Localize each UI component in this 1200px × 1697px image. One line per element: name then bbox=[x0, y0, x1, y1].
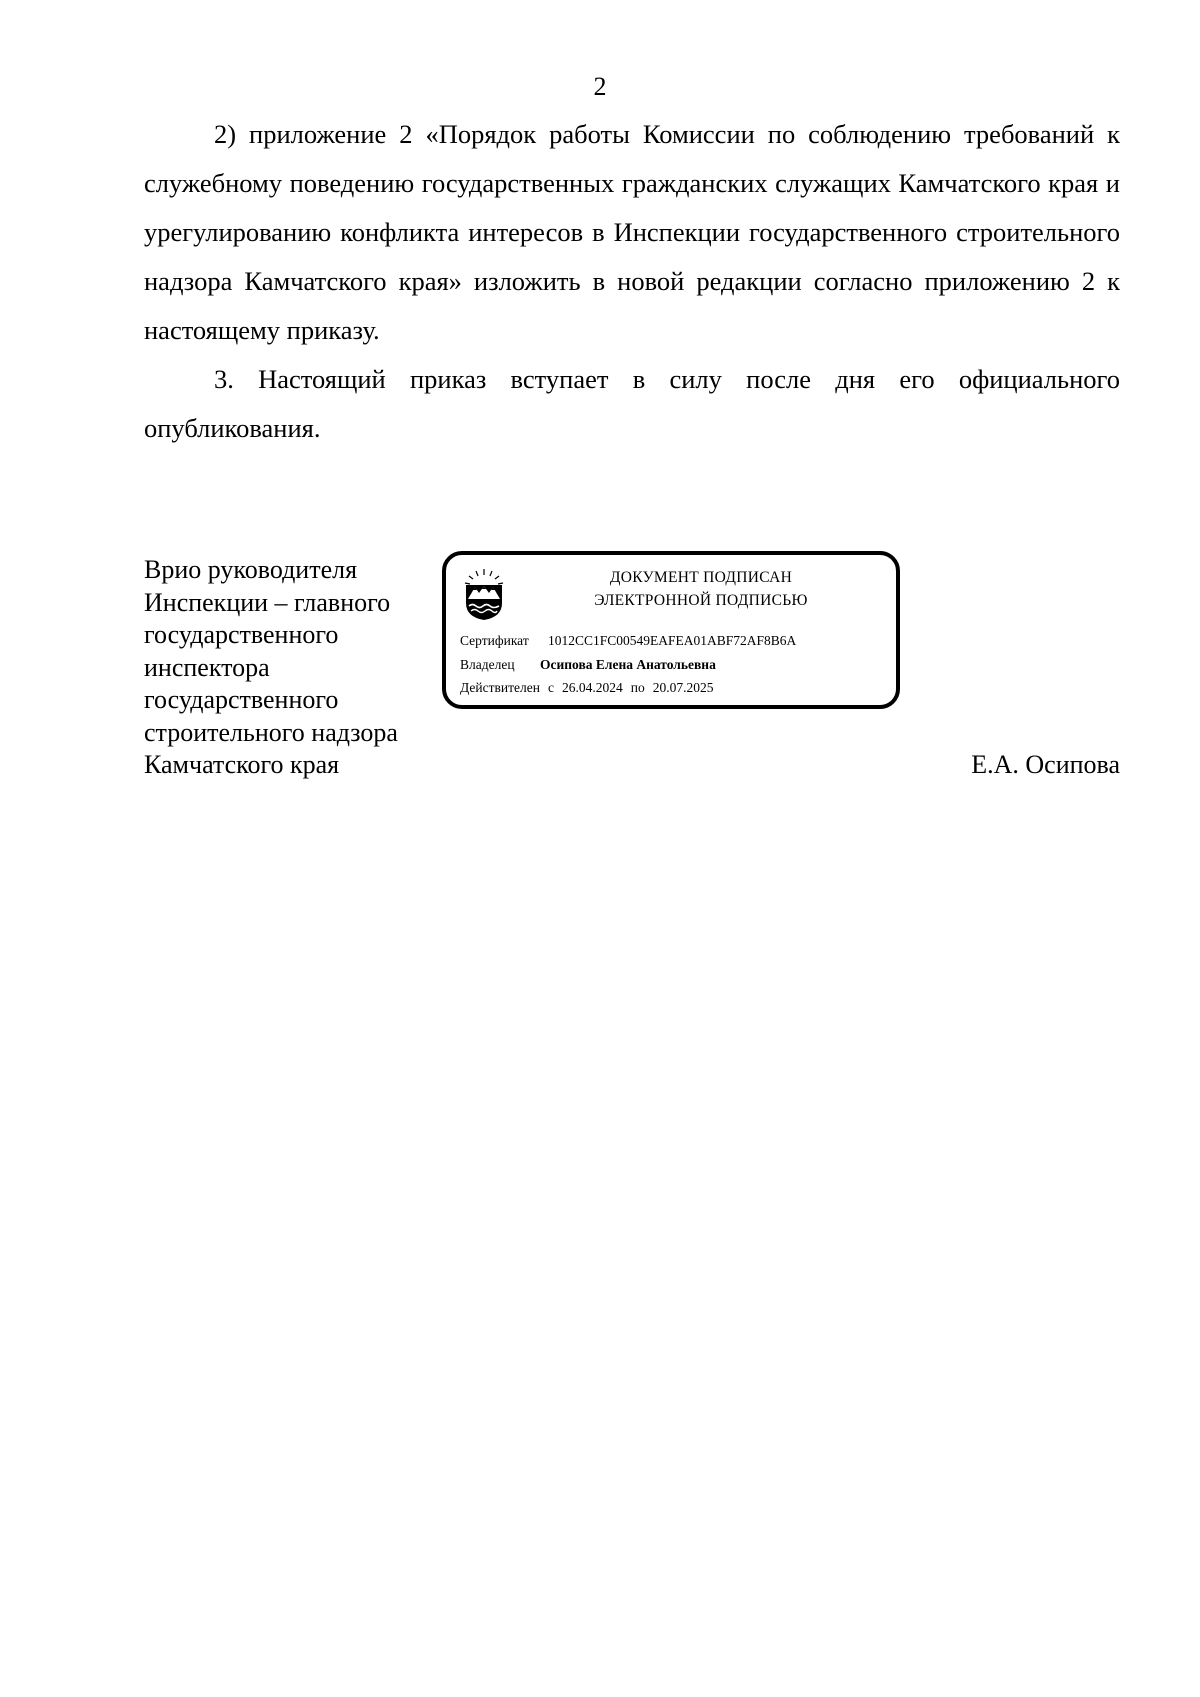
validity-to-date: 20.07.2025 bbox=[652, 680, 714, 695]
validity-to-prefix: по bbox=[630, 680, 645, 695]
certificate-row bbox=[460, 632, 796, 650]
certificate-value: 1012CC1FC00549EAFEA01ABF72AF8B6A bbox=[548, 633, 797, 648]
document-body bbox=[144, 110, 1120, 453]
signatory-line: Инспекции – главного bbox=[144, 587, 391, 617]
validity-label: Действителен bbox=[460, 680, 540, 695]
signatory-line: государственного bbox=[144, 620, 339, 649]
stamp-title-line: ДОКУМЕНТ ПОДПИСАН bbox=[609, 569, 793, 586]
kamchatka-coat-of-arms-icon bbox=[462, 567, 506, 621]
signer-name: Е.А. Осипова bbox=[971, 750, 1120, 779]
validity-from-prefix: с bbox=[548, 680, 554, 695]
signatory-title bbox=[144, 554, 444, 782]
paragraph-item-3: 3. Настоящий приказ вступает в силу после дня его официального опубликования. bbox=[144, 364, 1120, 443]
owner-label: Владелец bbox=[460, 657, 515, 672]
signatory-line: строительного надзора bbox=[144, 717, 398, 747]
signatory-line: Камчатского края bbox=[144, 750, 340, 779]
paragraph-item-2: 2) приложение 2 «Порядок работы Комиссии по соблюдению требований к служебному поведению государственных гражданских служащих Камчатского края и урегулированию конфликта интересов в Инспекции государственного строительного надзора Камчатского края» изложить в новой редакции согласно приложению 2 к настоящему приказу. bbox=[144, 119, 1120, 345]
validity-row bbox=[460, 679, 713, 697]
signatory-line: инспектора bbox=[144, 652, 270, 682]
validity-from-date: 26.04.2024 bbox=[562, 680, 623, 695]
page-number: 2 bbox=[593, 72, 607, 101]
signatory-line: Врио руководителя bbox=[144, 555, 358, 584]
stamp-title bbox=[516, 566, 886, 612]
signatory-line: государственного bbox=[144, 685, 339, 714]
electronic-signature-stamp bbox=[442, 551, 900, 709]
owner-row bbox=[460, 656, 716, 674]
certificate-label: Сертификат bbox=[460, 633, 529, 648]
owner-value: Осипова Елена Анатольевна bbox=[540, 657, 716, 672]
stamp-title-line: ЭЛЕКТРОННОЙ ПОДПИСЬЮ bbox=[594, 592, 808, 609]
